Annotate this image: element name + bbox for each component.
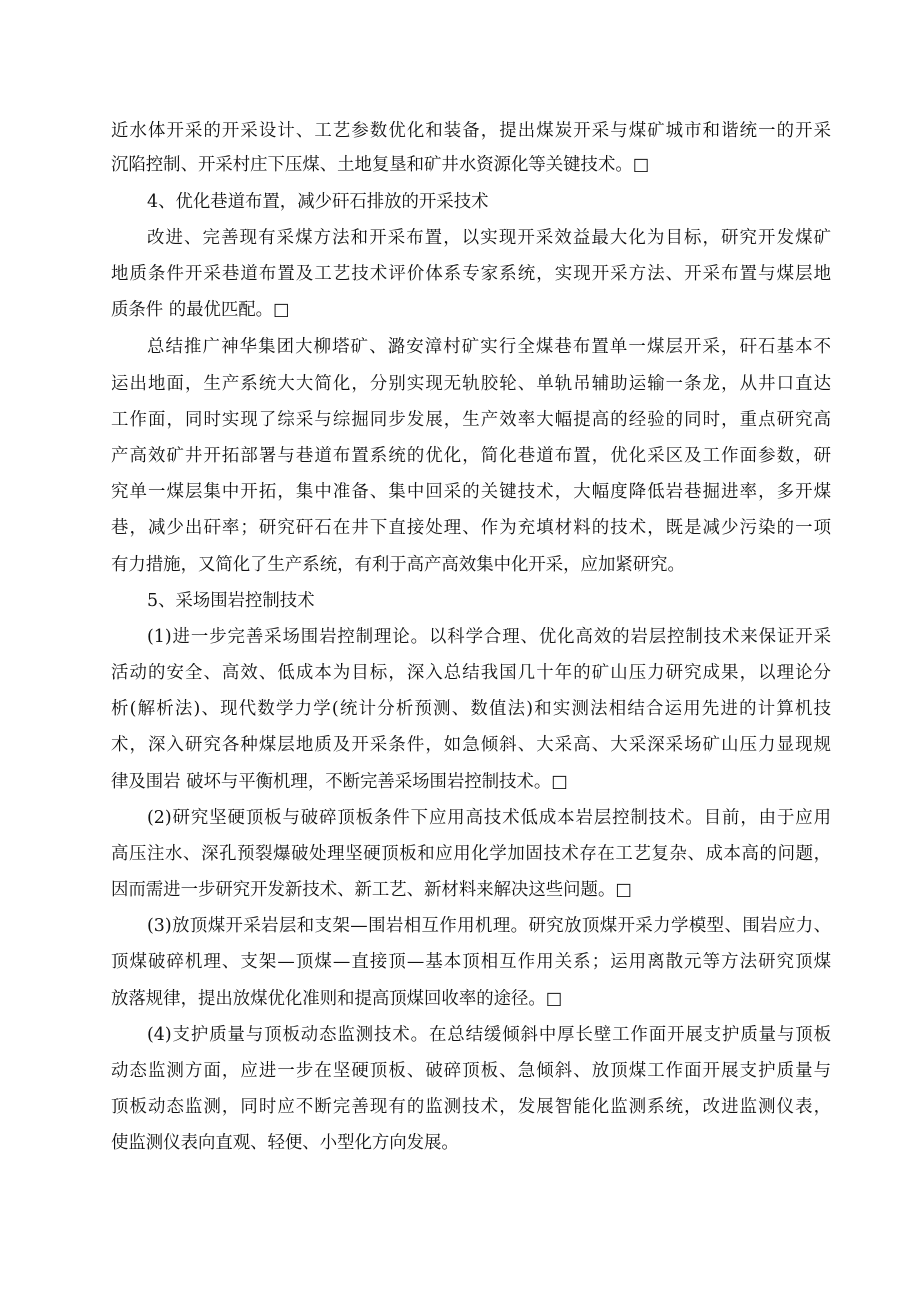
text-line: 改进、完善现有采煤方法和开采布置，以实现开采效益最大化为目标，研究开发煤矿 [147, 228, 831, 248]
text-line: (2)研究坚硬顶板与破碎顶板条件下应用高技术低成本岩层控制技术。目前，由于应用 [147, 808, 831, 828]
text-line: 究单一煤层集中开拓，集中准备、集中回采的关键技术，大幅度降低岩巷掘进率，多开煤 [111, 482, 831, 502]
text-line: 高压注水、深孔预裂爆破处理坚硬顶板和应用化学加固技术存在工艺复杂、成本高的问题， [111, 844, 831, 864]
text-line: 顶板动态监测，同时应不断完善现有的监测技术，发展智能化监测系统，改进监测仪表， [111, 1097, 831, 1117]
text-line: 地质条件开采巷道布置及工艺技术评价体系专家系统，实现开采方法、开采布置与煤层地 [111, 264, 831, 284]
text-line: 5、采场围岩控制技术 [147, 591, 315, 611]
text-line: 有力措施，又简化了生产系统，有利于高产高效集中化开采，应加紧研究。 [111, 555, 685, 575]
text-line: 产高效矿井开拓部署与巷道布置系统的优化，简化巷道布置，优化采区及工作面参数，研 [111, 446, 831, 466]
text-line: 巷，减少出矸率；研究矸石在井下直接处理、作为充填材料的技术，既是减少污染的一项 [111, 518, 831, 538]
text-line: 近水体开采的开采设计、工艺参数优化和装备，提出煤炭开采与煤矿城市和谐统一的开采 [111, 121, 831, 141]
text-line: 活动的安全、高效、低成本为目标，深入总结我国几十年的矿山压力研究成果，以理论分 [111, 663, 831, 683]
text-line: (3)放顶煤开采岩层和支架—围岩相互作用机理。研究放顶煤开采力学模型、围岩应力、 [147, 916, 831, 936]
text-line: 4、优化巷道布置，减少矸石排放的开采技术 [147, 192, 489, 212]
text-line: 放落规律，提出放煤优化准则和提高顶煤回收率的途径。□ [111, 989, 563, 1009]
text-line: 沉陷控制、开采村庄下压煤、土地复垦和矿井水资源化等关键技术。□ [111, 155, 650, 175]
text-line: 质条件 的最优匹配。□ [111, 300, 290, 320]
text-line: 析(解析法)、现代数学力学(统计分析预测、数值法)和实测法相结合运用先进的计算机技 [111, 699, 831, 719]
text-line: 术，深入研究各种煤层地质及开采条件，如急倾斜、大采高、大采深采场矿山压力显现规 [111, 735, 831, 755]
text-line: 工作面，同时实现了综采与综掘同步发展，生产效率大幅提高的经验的同时，重点研究高 [111, 410, 831, 430]
text-line: 使监测仪表向直观、轻便、小型化方向发展。 [111, 1133, 459, 1153]
text-line: (1)进一步完善采场围岩控制理论。以科学合理、优化高效的岩层控制技术来保证开采 [147, 627, 831, 647]
text-line: 顶煤破碎机理、支架—顶煤—直接顶—基本顶相互作用关系；运用离散元等方法研究顶煤 [111, 952, 831, 972]
text-line: 运出地面，生产系统大大简化，分别实现无轨胶轮、单轨吊辅助运输一条龙，从井口直达 [111, 374, 831, 394]
text-line: 总结推广神华集团大柳塔矿、潞安漳村矿实行全煤巷布置单一煤层开采，矸石基本不 [147, 337, 831, 357]
text-line: (4)支护质量与顶板动态监测技术。在总结缓倾斜中厚长壁工作面开展支护质量与顶板 [147, 1025, 831, 1045]
text-line: 律及围岩 破坏与平衡机理，不断完善采场围岩控制技术。□ [111, 772, 568, 792]
text-line: 动态监测方面，应进一步在坚硬顶板、破碎顶板、急倾斜、放顶煤工作面开展支护质量与 [111, 1061, 831, 1081]
text-line: 因而需进一步研究开发新技术、新工艺、新材料来解决这些问题。□ [111, 880, 632, 900]
